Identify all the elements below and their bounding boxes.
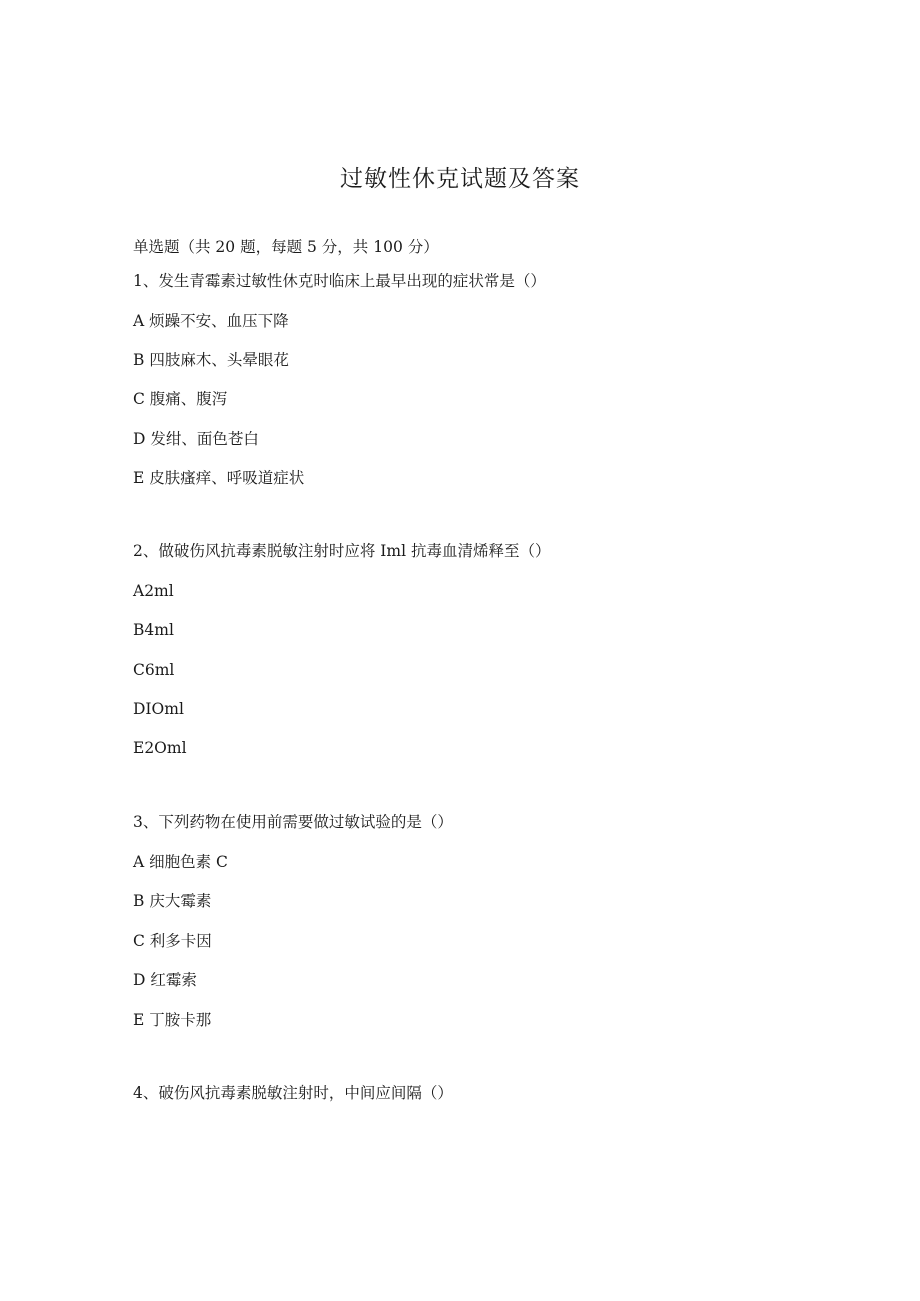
question-3-option-e: E 丁胺卡那	[133, 1011, 212, 1029]
question-2-option-b: B4ml	[133, 621, 174, 639]
question-1-option-e: E 皮肤瘙痒、呼吸道症状	[133, 469, 305, 487]
question-2-option-e: E2Oml	[133, 739, 187, 757]
question-3-option-c: C 利多卡因	[133, 932, 212, 950]
question-1-stem: 1、发生青霉素过敏性休克时临床上最早出现的症状常是（）	[133, 272, 546, 290]
question-1-option-b: B 四肢麻木、头晕眼花	[133, 351, 289, 369]
question-2-option-a: A2ml	[133, 582, 174, 600]
question-3-stem: 3、下列药物在使用前需要做过敏试验的是（）	[133, 813, 453, 831]
question-4-stem: 4、破伤风抗毒素脱敏注射时，中间应间隔（）	[133, 1084, 453, 1102]
question-2-option-c: C6ml	[133, 661, 175, 679]
question-2-option-d: DIOml	[133, 700, 184, 718]
question-1-option-c: C 腹痛、腹泻	[133, 390, 228, 408]
question-3-option-d: D 红霉索	[133, 971, 197, 989]
question-2-stem: 2、做破伤风抗毒素脱敏注射时应将 Iml 抗毒血清烯释至（）	[133, 542, 551, 560]
question-3-option-b: B 庆大霉素	[133, 892, 212, 910]
document-title: 过敏性休克试题及答案	[340, 166, 580, 192]
section-header: 单选题（共 20 题，每题 5 分，共 100 分）	[133, 238, 439, 256]
question-1-option-a: A 烦躁不安、血压下降	[133, 312, 289, 330]
question-1-option-d: D 发绀、面色苍白	[133, 430, 259, 448]
question-3-option-a: A 细胞色素 C	[133, 853, 228, 871]
